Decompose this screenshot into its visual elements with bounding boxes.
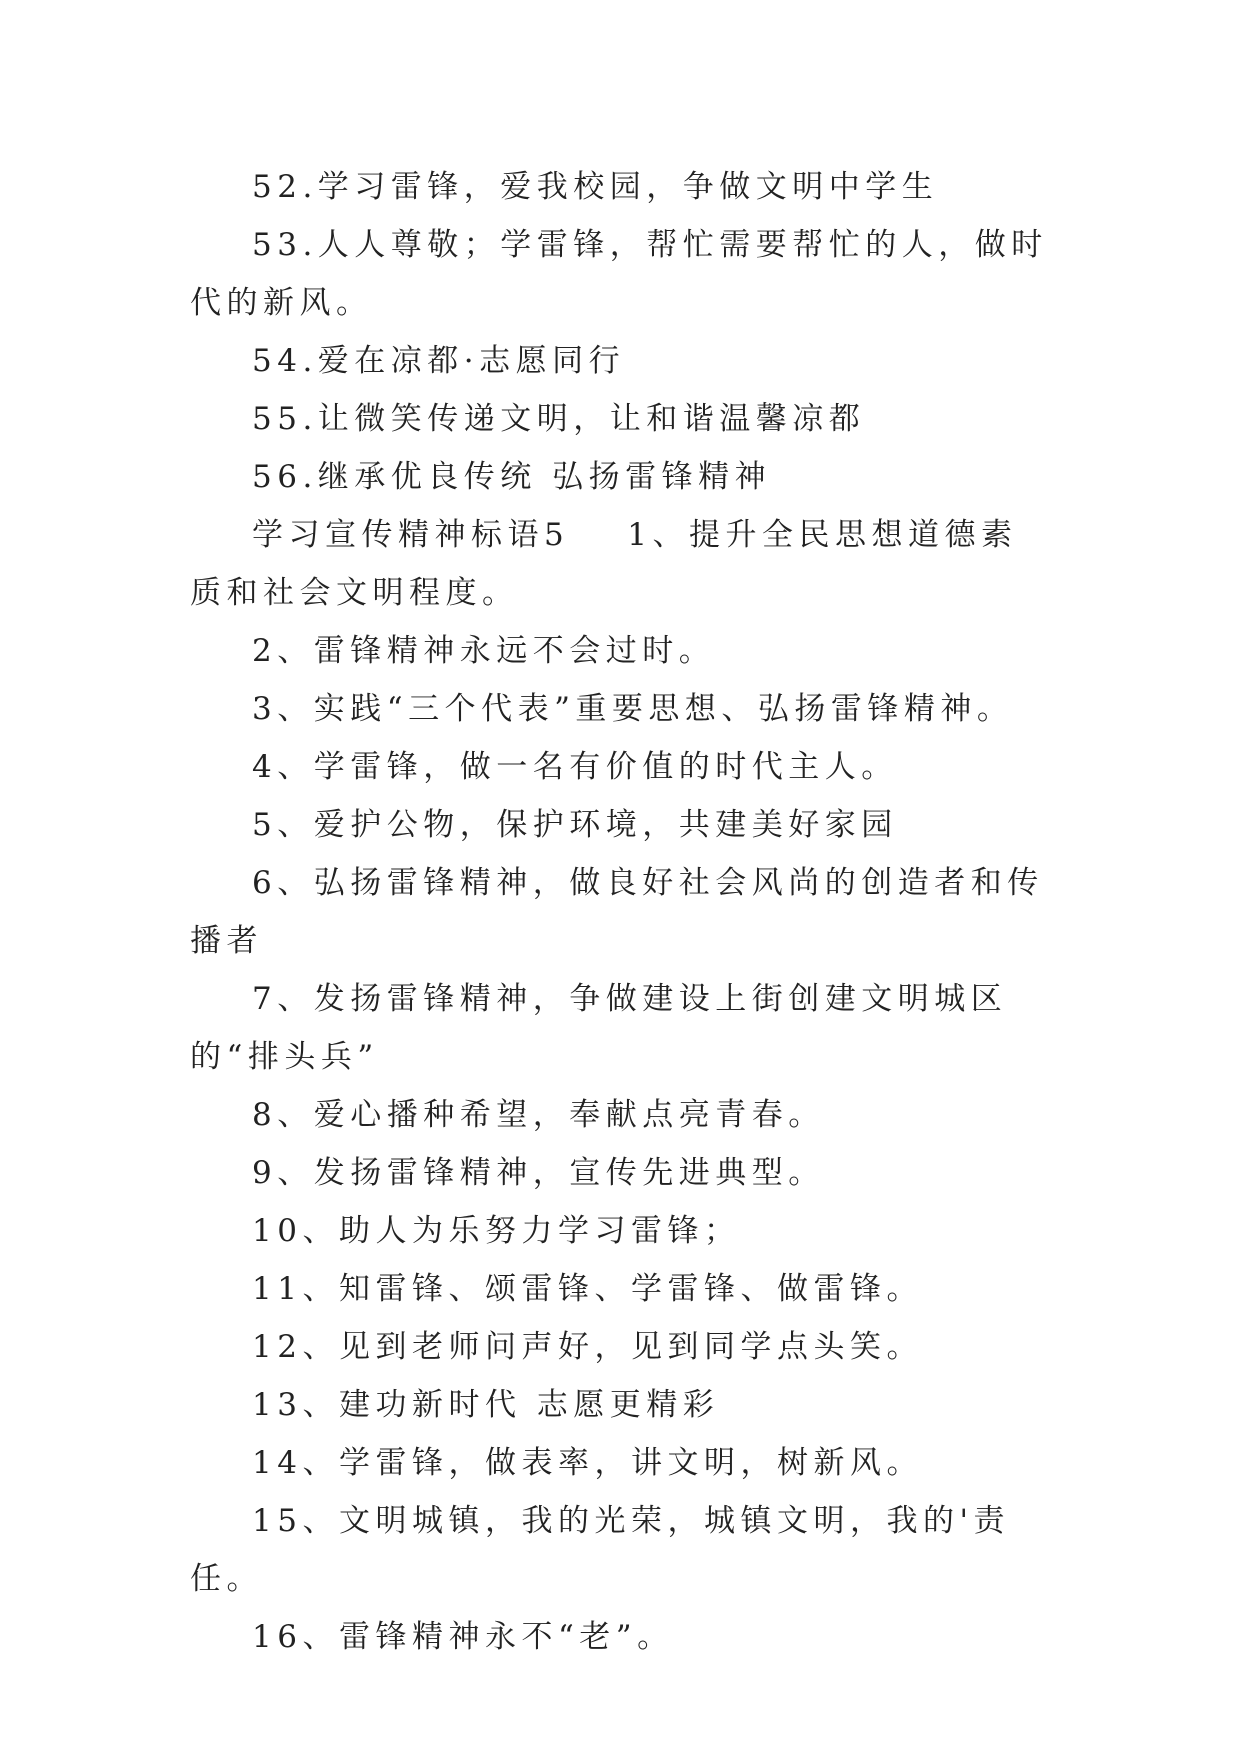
list-item: 10、助人为乐努力学习雷锋； bbox=[252, 1213, 741, 1249]
list-item: 7、发扬雷锋精神，争做建设上街创建文明城区的“排头兵” bbox=[190, 981, 1008, 1075]
list-item: 9、发扬雷锋精神，宣传先进典型。 bbox=[252, 1155, 825, 1191]
list-item: 54.爱在凉都·志愿同行 bbox=[252, 343, 626, 379]
section-first-item: 1、提升全民思想道德素质和社会文明程度。 bbox=[190, 517, 1018, 611]
list-item: 56.继承优良传统 弘扬雷锋精神 bbox=[252, 459, 772, 495]
list-item: 53.人人尊敬；学雷锋，帮忙需要帮忙的人，做时代的新风。 bbox=[190, 227, 1048, 321]
list-item: 14、学雷锋，做表率，讲文明，树新风。 bbox=[252, 1445, 923, 1481]
list-item: 55.让微笑传递文明，让和谐温馨凉都 bbox=[252, 401, 866, 437]
list-item: 8、爱心播种希望，奉献点亮青春。 bbox=[252, 1097, 825, 1133]
list-item: 15、文明城镇，我的光荣，城镇文明，我的'责任。 bbox=[190, 1503, 1010, 1597]
list-item: 16、雷锋精神永不“老”。 bbox=[252, 1619, 674, 1655]
list-item: 5、爱护公物，保护环境，共建美好家园 bbox=[252, 807, 898, 843]
list-item: 4、学雷锋，做一名有价值的时代主人。 bbox=[252, 749, 898, 785]
list-item: 2、雷锋精神永远不会过时。 bbox=[252, 633, 716, 669]
list-item: 13、建功新时代 志愿更精彩 bbox=[252, 1387, 720, 1423]
list-item: 12、见到老师问声好，见到同学点头笑。 bbox=[252, 1329, 923, 1365]
list-item: 6、弘扬雷锋精神，做良好社会风尚的创造者和传播者 bbox=[190, 865, 1044, 959]
list-item: 11、知雷锋、颂雷锋、学雷锋、做雷锋。 bbox=[252, 1271, 923, 1307]
section-heading: 学习宣传精神标语5 bbox=[252, 517, 570, 553]
document-body bbox=[190, 158, 1050, 1666]
section-paragraph bbox=[190, 506, 1050, 622]
list-item: 52.学习雷锋，爱我校园，争做文明中学生 bbox=[252, 169, 939, 205]
list-item: 3、实践“三个代表”重要思想、弘扬雷锋精神。 bbox=[252, 691, 1014, 727]
